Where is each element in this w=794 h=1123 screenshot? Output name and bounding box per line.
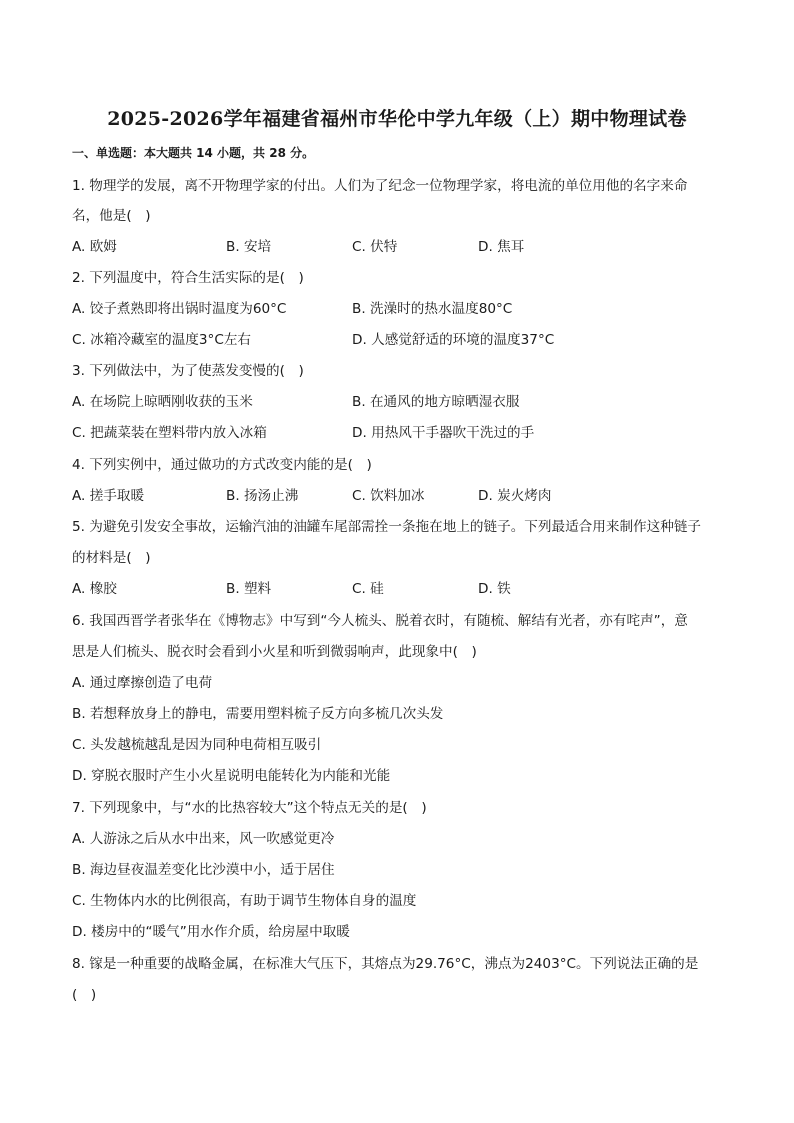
- question-3-option-a: A. 在场院上晾晒刚收获的玉米: [72, 394, 253, 410]
- question-6-option-d: D. 穿脱衣服时产生小火星说明电能转化为内能和光能: [72, 768, 391, 784]
- question-7-option-c: C. 生物体内水的比例很高，有助于调节生物体自身的温度: [72, 893, 417, 909]
- question-2-line-1: 2. 下列温度中，符合生活实际的是( ): [72, 270, 304, 286]
- section-heading: 一、单选题：本大题共 14 小题，共 28 分。: [72, 146, 315, 160]
- question-1-line-1: 1. 物理学的发展，离不开物理学家的付出。人们为了纪念一位物理学家，将电流的单位用他的名字来命: [72, 178, 688, 194]
- question-8-line-2: ( ): [72, 987, 97, 1003]
- question-7-option-a: A. 人游泳之后从水中出来，风一吹感觉更冷: [72, 831, 335, 847]
- question-4-option-b: B. 扬汤止沸: [226, 488, 299, 504]
- question-7-option-b: B. 海边昼夜温差变化比沙漠中小，适于居住: [72, 862, 335, 878]
- question-5-option-d: D. 铁: [478, 581, 511, 597]
- question-1-option-c: C. 伏特: [352, 239, 398, 255]
- question-5-option-b: B. 塑料: [226, 581, 272, 597]
- page-title: 2025-2026学年福建省福州市华伦中学九年级（上）期中物理试卷: [107, 108, 687, 130]
- question-7-option-d: D. 楼房中的“暖气”用水作介质，给房屋中取暖: [72, 924, 350, 940]
- question-1-option-b: B. 安培: [226, 239, 272, 255]
- question-5-option-c: C. 硅: [352, 581, 384, 597]
- question-3-option-b: B. 在通风的地方晾晒湿衣服: [352, 394, 520, 410]
- question-5-line-1: 5. 为避免引发安全事故，运输汽油的油罐车尾部需拴一条拖在地上的链子。下列最适合用来制作这种链子: [72, 519, 702, 535]
- question-2-option-d: D. 人感觉舒适的环境的温度37°C: [352, 332, 555, 348]
- question-6-option-c: C. 头发越梳越乱是因为同种电荷相互吸引: [72, 737, 322, 753]
- question-8-line-1: 8. 镓是一种重要的战略金属，在标准大气压下，其熔点为29.76°C，沸点为2403°C。下列说法正确的是: [72, 956, 699, 972]
- question-1-line-2: 名，他是( ): [72, 208, 151, 224]
- question-3-option-d: D. 用热风干手器吹干洗过的手: [352, 425, 535, 441]
- question-2-option-a: A. 饺子煮熟即将出锅时温度为60°C: [72, 301, 287, 317]
- question-1-option-d: D. 焦耳: [478, 239, 525, 255]
- question-4-option-c: C. 饮料加冰: [352, 488, 425, 504]
- question-6-line-2: 思是人们梳头、脱衣时会看到小火星和听到微弱响声，此现象中( ): [72, 644, 477, 660]
- question-1-option-a: A. 欧姆: [72, 239, 117, 255]
- question-7-line-1: 7. 下列现象中，与“水的比热容较大”这个特点无关的是( ): [72, 800, 427, 816]
- question-2-option-b: B. 洗澡时的热水温度80°C: [352, 301, 513, 317]
- question-6-line-1: 6. 我国西晋学者张华在《博物志》中写到“今人梳头、脱着衣时，有随梳、解结有光者，亦有咤声”，意: [72, 613, 688, 629]
- question-3-line-1: 3. 下列做法中，为了使蒸发变慢的( ): [72, 363, 304, 379]
- question-6-option-b: B. 若想释放身上的静电，需要用塑料梳子反方向多梳几次头发: [72, 706, 444, 722]
- question-3-option-c: C. 把蔬菜装在塑料带内放入冰箱: [72, 425, 267, 441]
- question-4-option-d: D. 炭火烤肉: [478, 488, 552, 504]
- question-2-option-c: C. 冰箱冷藏室的温度3°C左右: [72, 332, 252, 348]
- question-5-option-a: A. 橡胶: [72, 581, 117, 597]
- question-5-line-2: 的材料是( ): [72, 550, 151, 566]
- question-6-option-a: A. 通过摩擦创造了电荷: [72, 675, 213, 691]
- question-4-line-1: 4. 下列实例中，通过做功的方式改变内能的是( ): [72, 457, 372, 473]
- question-4-option-a: A. 搓手取暖: [72, 488, 145, 504]
